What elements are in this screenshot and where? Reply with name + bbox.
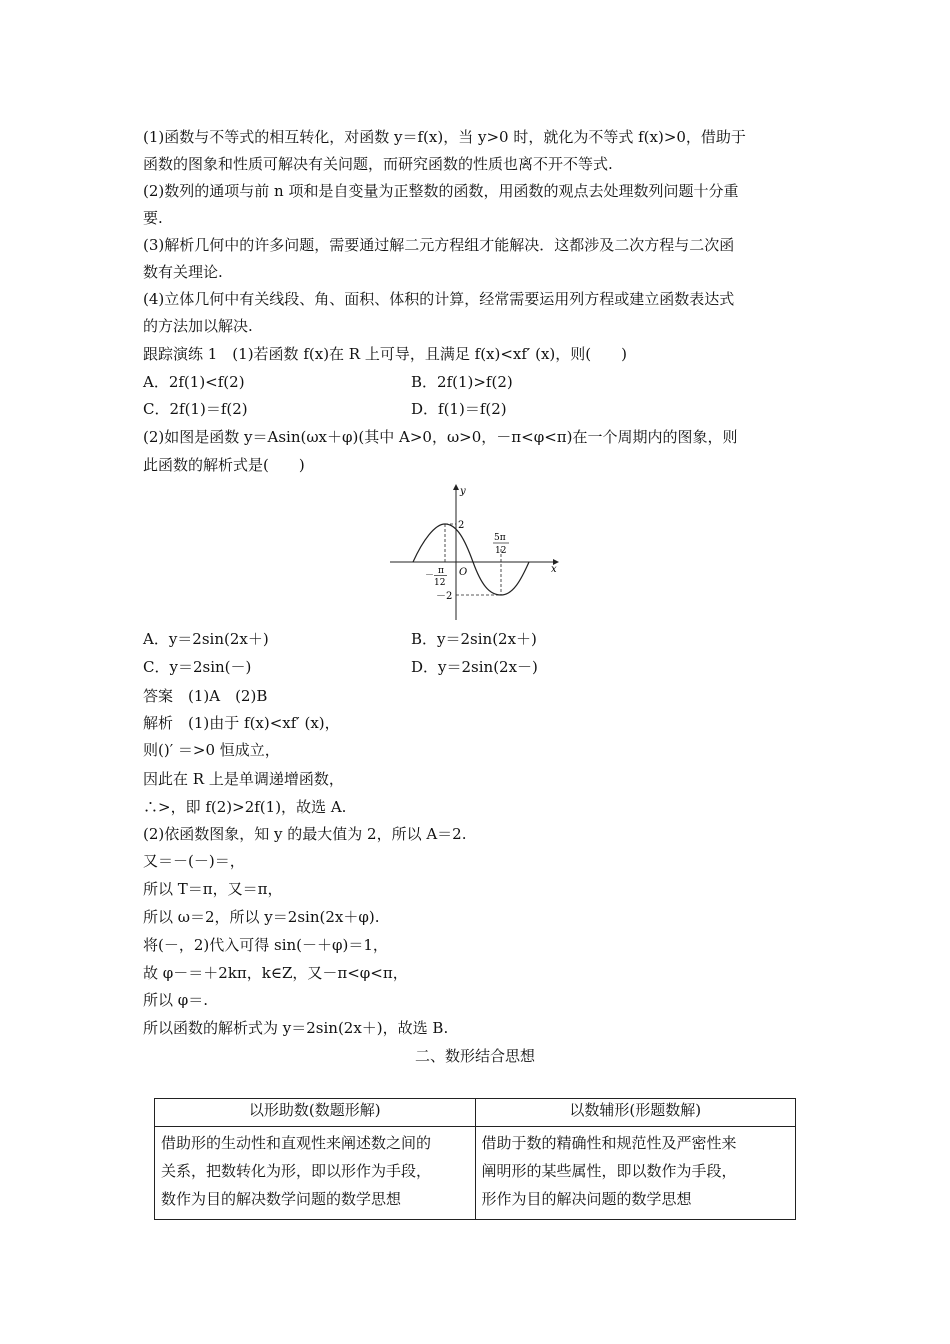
answer-line: 解析 (1)由于 f(x)<xf′ (x)，: [143, 714, 340, 732]
intro-line: (4)立体几何中有关线段、角、面积、体积的计算，经常需要运用列方程或建立函数表达式: [143, 290, 735, 308]
option-b: B．y＝2sin(2x＋): [411, 630, 537, 648]
section-title: 二、数形结合思想: [414, 1047, 535, 1065]
right-tick-denominator: 12: [495, 546, 507, 556]
answer-line: 故 φ－＝＋2kπ，k∈Z，又－π<φ<π，: [143, 964, 408, 982]
intro-line: 要.: [143, 209, 163, 227]
option-c: C．2f(1)＝f(2): [143, 400, 248, 418]
option-a: A．2f(1)<f(2): [143, 373, 245, 391]
option-d: D．f(1)＝f(2): [411, 400, 507, 418]
intro-line: (3)解析几何中的许多问题，需要通过解二元方程组才能解决．这都涉及二次方程与二次函: [143, 236, 735, 254]
intro-line: (2)数列的通项与前 n 项和是自变量为正整数的函数，用函数的观点去处理数列问题十分重: [143, 182, 739, 200]
cell-line: 数作为目的解决数学问题的数学思想: [161, 1190, 402, 1208]
exercise-question-2-cont: 此函数的解析式是( ): [143, 456, 305, 474]
answer-line: 所以 ω＝2，所以 y＝2sin(2x＋φ).: [143, 908, 380, 926]
answer-line: ∴>，即 f(2)>2f(1)，故选 A.: [143, 798, 347, 816]
left-tick-denominator: 12: [434, 578, 446, 588]
x-axis-label: x: [551, 564, 557, 575]
exercise-question-1: 跟踪演练 1 (1)若函数 f(x)在 R 上可导，且满足 f(x)<xf′ (x)，则( ): [143, 345, 627, 363]
intro-line: 的方法加以解决.: [143, 317, 253, 335]
cell-line: 借助形的生动性和直观性来阐述数之间的: [161, 1134, 432, 1152]
answer-line: 所以函数的解析式为 y＝2sin(2x＋)，故选 B.: [143, 1019, 449, 1037]
exercise-question-2: (2)如图是函数 y＝Asin(ωx＋φ)(其中 A>0，ω>0，－π<φ<π)在一个周期内的图象，则: [143, 428, 738, 446]
answer-line: 又＝－(－)＝，: [143, 852, 245, 870]
left-tick-numerator: π: [438, 566, 444, 576]
origin-label: O: [459, 567, 468, 578]
comparison-table: [154, 1098, 796, 1220]
sine-graph: [385, 482, 565, 622]
cell-line: 关系，把数转化为形，即以形作为手段，: [161, 1162, 432, 1180]
cell-line: 形作为目的解决问题的数学思想: [481, 1190, 692, 1208]
y-axis-label: y: [460, 486, 466, 497]
sine-curve: [413, 524, 529, 595]
option-b: B．2f(1)>f(2): [411, 373, 513, 391]
table-header: 以形助数(数题形解): [155, 1099, 476, 1127]
cell-line: 借助于数的精确性和规范性及严密性来: [481, 1134, 737, 1152]
answer-line: 答案 (1)A (2)B: [143, 687, 268, 705]
option-a: A．y＝2sin(2x＋): [143, 630, 269, 648]
option-d: D．y＝2sin(2x－): [411, 658, 538, 676]
answer-line: 则()′ ＝>0 恒成立，: [143, 741, 280, 759]
answer-line: 因此在 R 上是单调递增函数，: [143, 770, 344, 788]
table-cell-left: [155, 1127, 476, 1220]
answer-line: 所以 φ＝.: [143, 991, 209, 1009]
intro-line: 函数的图象和性质可解决有关问题，而研究函数的性质也离不开不等式.: [143, 155, 613, 173]
right-tick-numerator: 5π: [494, 533, 506, 543]
table-row: [155, 1127, 796, 1220]
table-header-row: [155, 1099, 796, 1127]
y-axis-arrow: [453, 484, 459, 490]
table-header: 以数辅形(形题数解): [475, 1099, 796, 1127]
answer-line: 将(－，2)代入可得 sin(－＋φ)＝1，: [143, 936, 388, 954]
left-tick-sign: －: [425, 571, 435, 581]
cell-line: 阐明形的某些属性，即以数作为手段，: [481, 1162, 737, 1180]
intro-line: (1)函数与不等式的相互转化，对函数 y＝f(x)，当 y>0 时，就化为不等式 f(x)>0，借助于: [143, 128, 746, 146]
answer-line: 所以 T＝π，又＝π，: [143, 880, 283, 898]
option-c: C．y＝2sin(－): [143, 658, 252, 676]
min-label: －2: [436, 591, 453, 602]
table-cell-right: [475, 1127, 796, 1220]
max-label: 2: [458, 520, 465, 531]
answer-line: (2)依函数图象，知 y 的最大值为 2，所以 A＝2.: [143, 825, 467, 843]
intro-line: 数有关理论.: [143, 263, 223, 281]
